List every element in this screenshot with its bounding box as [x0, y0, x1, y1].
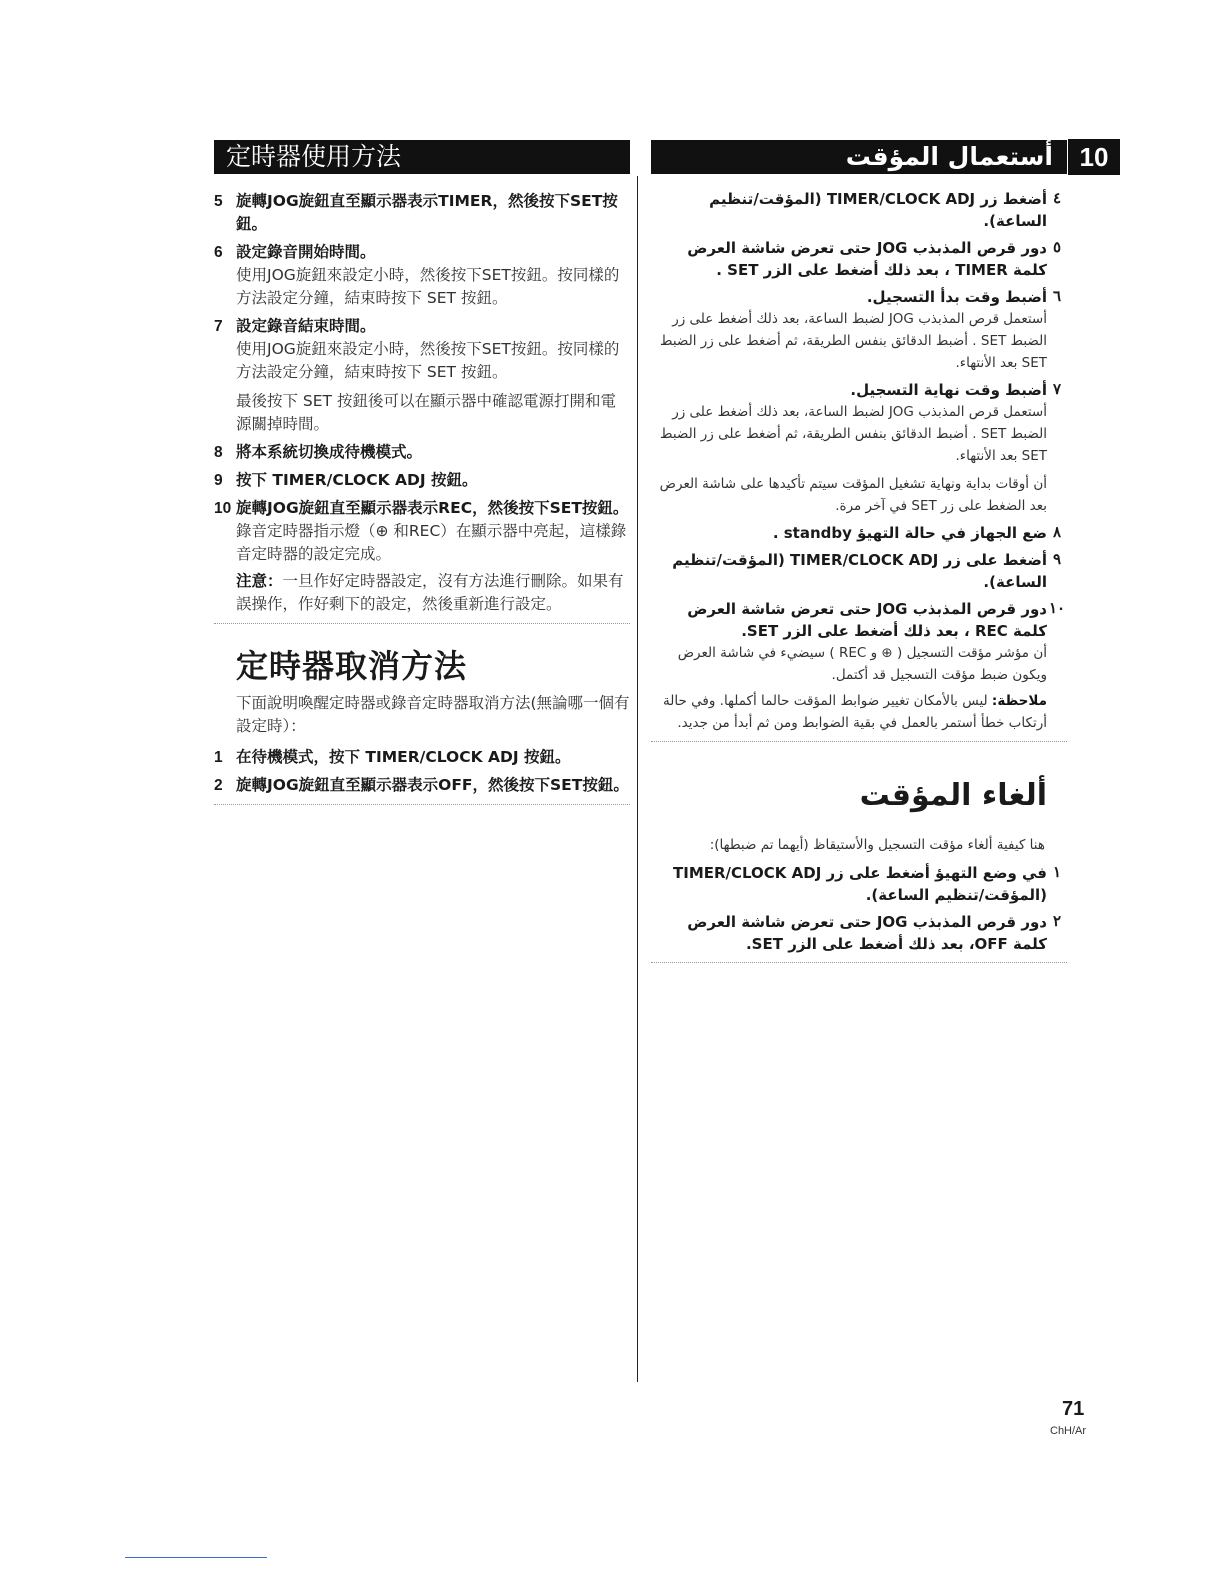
step-number: ٤ [1052, 190, 1062, 207]
note-text: 一旦作好定時器設定，沒有方法進行刪除。如果有誤操作，作好剩下的設定，然後重新進行設定。 [236, 572, 624, 613]
list-item [651, 188, 1067, 232]
step-number: ٥ [1052, 239, 1062, 256]
step-heading: أضغط زر TIMER/CLOCK ADJ (المؤقت/تنظيم الساعة). [709, 190, 1047, 230]
footer-rule [125, 1557, 267, 1558]
step-heading: 在待機模式，按下 TIMER/CLOCK ADJ 按鈕。 [236, 748, 571, 766]
chinese-column [214, 190, 630, 817]
step-heading: 設定錄音開始時間。 [236, 243, 376, 261]
cancel-section-title: ألغاء المؤقت [859, 778, 1047, 813]
step-heading: 旋轉JOG旋鈕直至顯示器表示TIMER，然後按下SET按鈕。 [236, 192, 618, 233]
step-text: 使用JOG旋鈕來設定小時，然後按下SET按鈕。按同樣的方法設定分鐘，結束時按下 SET 按鈕。 [236, 340, 620, 381]
step-heading: دور قرص المذبذب JOG حتى تعرض شاشة العرض كلمة TIMER ، بعد ذلك أضغط على الزر SET . [687, 239, 1047, 279]
list-item [214, 469, 630, 492]
step-number: ٢ [1052, 913, 1062, 930]
step-heading: 按下 TIMER/CLOCK ADJ 按鈕。 [236, 471, 478, 489]
step-number: ٨ [1052, 524, 1062, 541]
step-number: ٦ [1052, 288, 1062, 305]
step-heading: أضغط على زر TIMER/CLOCK ADJ (المؤقت/تنظيم الساعة). [672, 551, 1047, 591]
list-item [651, 286, 1067, 374]
step-number: 6 [214, 244, 223, 261]
step-number: ١٠ [1048, 600, 1066, 617]
note-label: ملاحظة: [991, 693, 1047, 709]
step-number: 9 [214, 472, 223, 489]
step-heading: أضبط وقت نهاية التسجيل. [850, 381, 1047, 399]
list-item [214, 241, 630, 310]
step-number: ٩ [1052, 551, 1062, 568]
step-number: 1 [214, 749, 223, 766]
step-text: أن مؤشر مؤقت التسجيل ( ⊕ و REC ) سيضيء في شاشة العرض ويكون ضبط مؤقت التسجيل قد أكتمل. [677, 645, 1047, 683]
list-item [651, 522, 1067, 544]
step-number: 7 [214, 318, 223, 335]
list-item [214, 746, 630, 769]
list-item [214, 497, 630, 616]
step-heading: 旋轉JOG旋鈕直至顯示器表示REC，然後按下SET按鈕。 [236, 499, 629, 517]
list-item [651, 237, 1067, 281]
step-number: 5 [214, 193, 223, 210]
step-number: 2 [214, 777, 223, 794]
step-number: 8 [214, 444, 223, 461]
list-item [214, 190, 630, 236]
step-heading: 將本系統切換成待機模式。 [236, 443, 423, 461]
step-heading: دور قرص المذبذب JOG حتى تعرض شاشة العرض كلمة REC ، بعد ذلك أضغط على الزر SET. [687, 600, 1047, 640]
step-text: أستعمل قرص المذبذب JOG لضبط الساعة، بعد ذلك أضغط على زر الضبط SET . أضبط الدقائق بنفس الطريقة، ثم أضغط على زر الضبط SET بعد الأنتهاء. [660, 311, 1047, 371]
note [236, 570, 630, 616]
chapter-number-badge: 10 [1068, 139, 1120, 175]
step-extra-text: 最後按下 SET 按鈕後可以在顯示器中確認電源打開和電源關掉時間。 [236, 392, 616, 433]
step-number: ١ [1052, 864, 1062, 881]
list-item [651, 598, 1067, 734]
column-divider [637, 176, 638, 1382]
list-item [214, 774, 630, 797]
dotted-separator [651, 961, 1067, 963]
arabic-column [651, 188, 1067, 975]
step-text: أستعمل قرص المذبذب JOG لضبط الساعة، بعد ذلك أضغط على زر الضبط SET . أضبط الدقائق بنفس الطريقة، ثم أضغط على زر الضبط SET بعد الأنتهاء. [660, 404, 1047, 464]
page-code: ChH/Ar [1050, 1425, 1087, 1437]
dotted-separator [651, 740, 1067, 742]
note-text: ليس بالأمكان تغيير ضوابط المؤقت حالما أكملها. وفي حالة أرتكاب خطأ أستمر بالعمل في بقية الضوابط ومن ثم أبدأ من جديد. [663, 693, 1047, 731]
dotted-separator [214, 803, 630, 805]
step-text: 使用JOG旋鈕來設定小時，然後按下SET按鈕。按同樣的方法設定分鐘，結束時按下 SET 按鈕。 [236, 266, 620, 307]
list-item [651, 862, 1067, 906]
step-number: ٧ [1052, 381, 1062, 398]
cancel-section-title: 定時器取消方法 [236, 647, 468, 685]
step-heading: 設定錄音結束時間。 [236, 317, 376, 335]
step-heading: 旋轉JOG旋鈕直至顯示器表示OFF，然後按下SET按鈕。 [236, 776, 629, 794]
dotted-separator [214, 622, 630, 624]
cancel-intro: 下面說明喚醒定時器或錄音定時器取消方法(無論哪一個有設定時）： [236, 694, 630, 735]
step-extra-text: أن أوقات بداية ونهاية تشغيل المؤقت سيتم تأكيدها على شاشة العرض بعد الضغط على زر SET في آخر مرة. [659, 476, 1047, 514]
page-number: 71 [1062, 1398, 1085, 1420]
left-section-banner: 定時器使用方法 [214, 140, 630, 174]
step-heading: في وضع التهيؤ أضغط على زر TIMER/CLOCK ADJ (المؤقت/تنظيم الساعة). [673, 864, 1047, 904]
list-item [651, 379, 1067, 517]
note [651, 690, 1047, 734]
note-label: 注意： [236, 572, 283, 590]
list-item [651, 911, 1067, 955]
cancel-intro: هنا كيفية ألغاء مؤقت التسجيل والأستيقاظ (أيهما تم ضبطها): [709, 837, 1045, 853]
list-item [214, 441, 630, 464]
step-number: 10 [214, 500, 232, 517]
step-heading: دور قرص المذبذب JOG حتى تعرض شاشة العرض كلمة OFF، بعد ذلك أضغط على الزر SET. [687, 913, 1047, 953]
step-heading: ضع الجهاز في حالة التهيؤ standby . [772, 524, 1047, 542]
step-text: 錄音定時器指示燈（⊕ 和REC）在顯示器中亮起，這樣錄音定時器的設定完成。 [236, 522, 627, 563]
list-item [651, 549, 1067, 593]
list-item [214, 315, 630, 436]
right-section-banner: أستعمال المؤقت [651, 140, 1067, 174]
step-heading: أضبط وقت بدأ التسجيل. [866, 288, 1047, 306]
